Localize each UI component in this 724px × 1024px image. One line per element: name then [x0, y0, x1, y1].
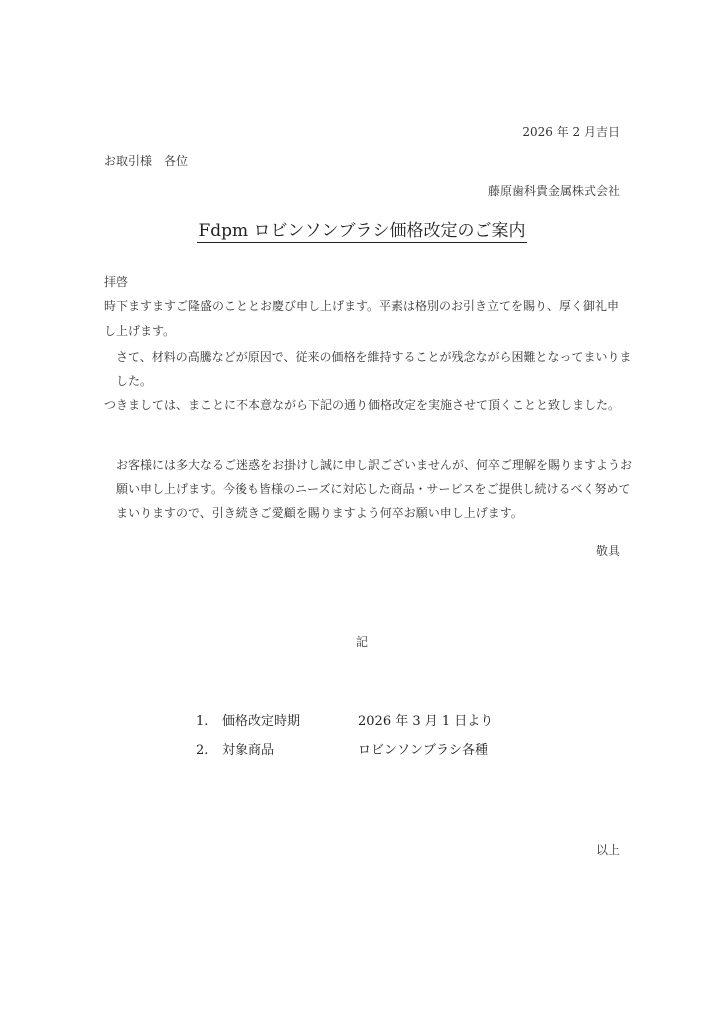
paragraph-3: つきましては、まことに不本意ながら下記の通り価格改定を実施させて頂くことと致しました。	[104, 398, 621, 412]
list-item-label: 価格改定時期	[222, 714, 301, 729]
greeting-close: 敬具	[595, 544, 620, 558]
ki-heading: 記	[355, 635, 368, 649]
list-item-value: 2026 年 3 月 1 日より	[358, 714, 494, 729]
letter-title	[0, 216, 724, 241]
greeting-open: 拝啓	[104, 275, 129, 289]
letter-date: 2026 年 2 月吉日	[522, 125, 620, 139]
letter-recipient: お取引様 各位	[104, 154, 189, 168]
paragraph-1: 時下ますますご隆盛のこととお慶び申し上げます。平素は格別のお引き立てを賜り、厚く御礼申し上げます。	[104, 299, 620, 338]
closing-ijo: 以上	[595, 843, 620, 857]
sender-company: 藤原歯科貴金属株式会社	[487, 184, 620, 198]
list-item-number: 1.	[196, 714, 209, 729]
list-item-value: ロビンソンブラシ各種	[358, 743, 489, 758]
list-item-label: 対象商品	[222, 743, 275, 758]
paragraph-4: お客様には多大なるご迷惑をお掛けし誠に申し訳ございませんが、何卒ご理解を賜りますようお願い申し上げます。今後も皆様のニーズに対応した商品・サービスをご提供し続けるべく努めてまいりますので、引き続きご愛顧を賜りますよう何卒お願い申し上げます。	[116, 458, 633, 520]
list-item-number: 2.	[196, 743, 209, 758]
letter-title-text: Fdpm ロビンソンブラシ価格改定のご案内	[198, 221, 526, 241]
paragraph-2: さて、材料の高騰などが原因で、従来の価格を維持することが残念ながら困難となってまいりました。	[116, 350, 632, 388]
